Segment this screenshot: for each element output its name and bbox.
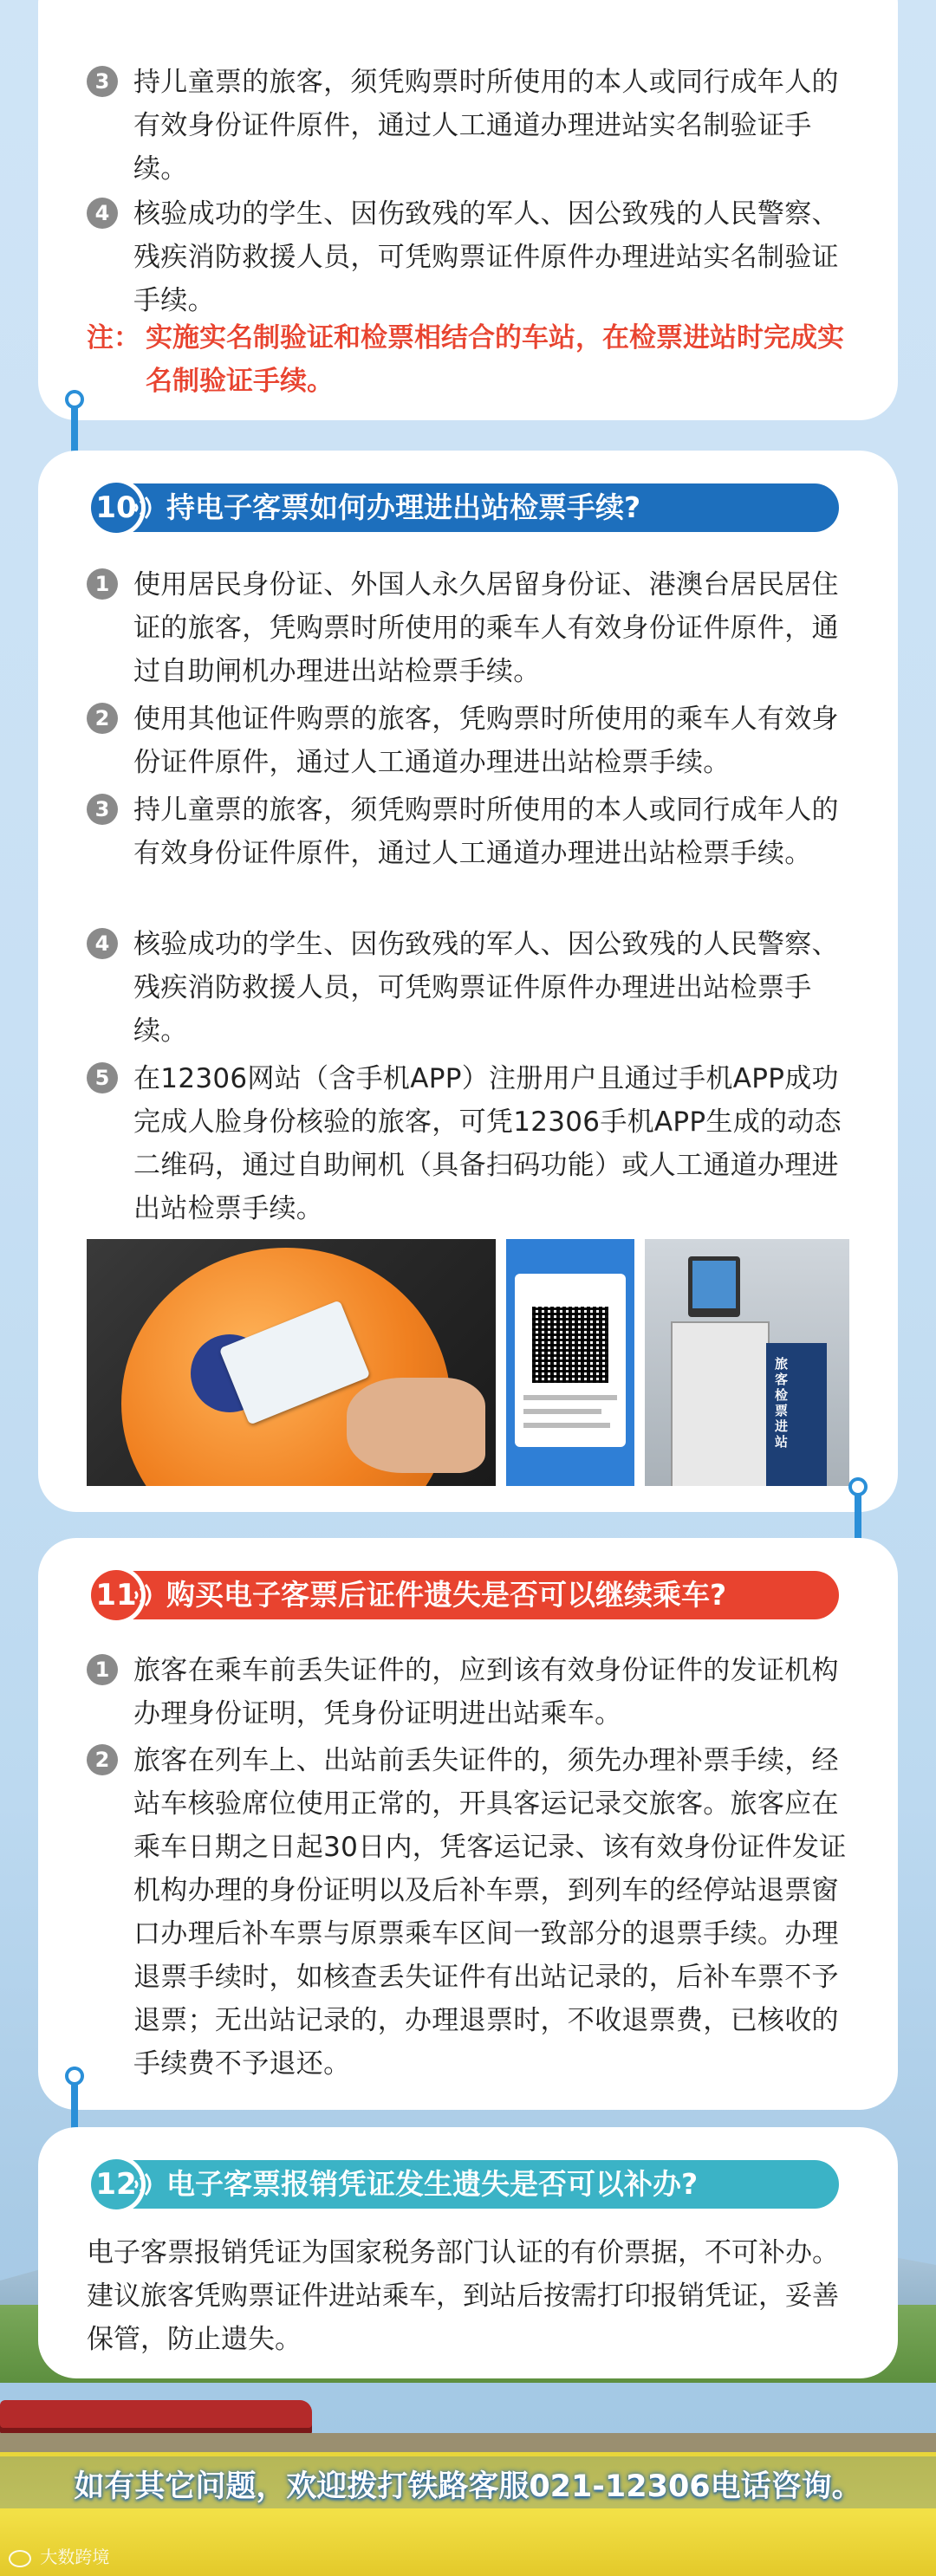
item-number: 3: [87, 66, 118, 97]
watermark-text: 大数跨境: [40, 2547, 110, 2567]
sound-wave-icon: [130, 496, 156, 520]
item-text: 在12306网站（含手机APP）注册用户且通过手机APP成功完成人脸身份核验的旅客，可凭12306手机APP生成的动态二维码，通过自助闸机（具备扫码功能）或人工通道办理进出站检票手续。: [133, 1063, 842, 1224]
list-item: [87, 1649, 863, 1736]
item-number: 5: [87, 1062, 118, 1093]
section-badge: 12: [87, 2155, 146, 2214]
rail-embankment: [0, 2433, 936, 2454]
item-text: 持儿童票的旅客，须凭购票时所使用的本人或同行成年人的有效身份证件原件，通过人工通道办理进出站检票手续。: [133, 795, 839, 869]
section-header: [87, 1571, 839, 1619]
list-item: [87, 1057, 863, 1230]
qr-code: [532, 1307, 608, 1383]
sound-wave-icon: [130, 2172, 156, 2196]
section-title: 电子客票报销凭证发生遗失是否可以补办?: [166, 2167, 699, 2201]
train: [0, 2400, 312, 2435]
section-badge: 11: [87, 1566, 146, 1625]
gate-sign: 旅客检票进站: [775, 1356, 789, 1450]
list-item: [87, 698, 863, 784]
section-title: 持电子客票如何办理进出站检票手续?: [166, 490, 641, 524]
item-number: 1: [87, 568, 118, 600]
list-item: [87, 61, 863, 191]
note-text: 实施实名制验证和检票相结合的车站，在检票进站时完成实名制验证手续。: [146, 322, 844, 397]
item-text: 核验成功的学生、因伤致残的军人、因公致残的人民警察、残疾消防救援人员，可凭购票证件原件办理进站实名制验证手续。: [133, 198, 839, 316]
note-label: 注：: [87, 322, 140, 354]
item-number: 2: [87, 1744, 118, 1775]
list-item: [87, 788, 863, 875]
item-number: 1: [87, 1654, 118, 1685]
watermark-logo: [9, 2550, 31, 2567]
note: [87, 316, 863, 403]
section-title: 购买电子客票后证件遗失是否可以继续乘车?: [166, 1578, 727, 1612]
card-realname-verification: [38, 0, 898, 420]
item-text: 旅客在乘车前丢失证件的，应到该有效身份证件的发证机构办理身份证明，凭身份证明进出站乘车。: [133, 1655, 839, 1729]
item-text: 核验成功的学生、因伤致残的军人、因公致残的人民警察、残疾消防救援人员，可凭购票证件原件办理进出站检票手续。: [133, 929, 839, 1047]
paragraph: 电子客票报销凭证为国家税务部门认证的有价票据，不可补办。建议旅客凭购票证件进站乘车，到站后按需打印报销凭证，妥善保管，防止遗失。: [87, 2237, 839, 2355]
item-text: 使用其他证件购票的旅客，凭购票时所使用的乘车人有效身份证件原件，通过人工通道办理进出站检票手续。: [133, 704, 839, 778]
item-number: 4: [87, 198, 118, 229]
section-badge: 10: [87, 478, 146, 537]
item-text: 持儿童票的旅客，须凭购票时所使用的本人或同行成年人的有效身份证件原件，通过人工通道办理进站实名制验证手续。: [133, 67, 839, 185]
card-reimbursement-voucher: [38, 2127, 898, 2378]
section-header: [87, 2160, 839, 2209]
watermark: [9, 2543, 109, 2568]
list-item: [87, 1739, 863, 2086]
list-item: [87, 192, 863, 322]
card-lost-id: [38, 1538, 898, 2110]
item-number: 4: [87, 928, 118, 959]
hotline-text: 如有其它问题，欢迎拨打铁路客服021-12306电话咨询。: [74, 2469, 862, 2504]
photo-self-service-gate: [645, 1239, 849, 1486]
item-number: 3: [87, 794, 118, 825]
item-text: 使用居民身份证、外国人永久居留身份证、港澳台居民居住证的旅客，凭购票时所使用的乘车人有效身份证件原件，通过自助闸机办理进出站检票手续。: [133, 569, 839, 687]
item-text: 旅客在列车上、出站前丢失证件的，须先办理补票手续，经站车核验席位使用正常的，开具客运记录交旅客。旅客应在乘车日期之日起30日内，凭客运记录、该有效身份证件发证机构办理的身份证明以及后补车票，到列车的经停站退票窗口办理后补车票与原票乘车区间一致部分的退票手续。办理退票手续时，如核查丢失证件有出站记录的，后补车票不予退票；无出站记录的，办理退票时，不收退票费，已核收的手续费不予退还。: [133, 1745, 847, 2080]
section-header: [87, 483, 839, 532]
item-number: 2: [87, 703, 118, 734]
photo-qr-code-phone: [506, 1239, 634, 1486]
sound-wave-icon: [130, 1583, 156, 1607]
photo-id-card-gate: [87, 1239, 496, 1486]
card-eticket-gate: [38, 451, 898, 1512]
list-item: [87, 563, 863, 693]
list-item: [87, 923, 863, 1053]
